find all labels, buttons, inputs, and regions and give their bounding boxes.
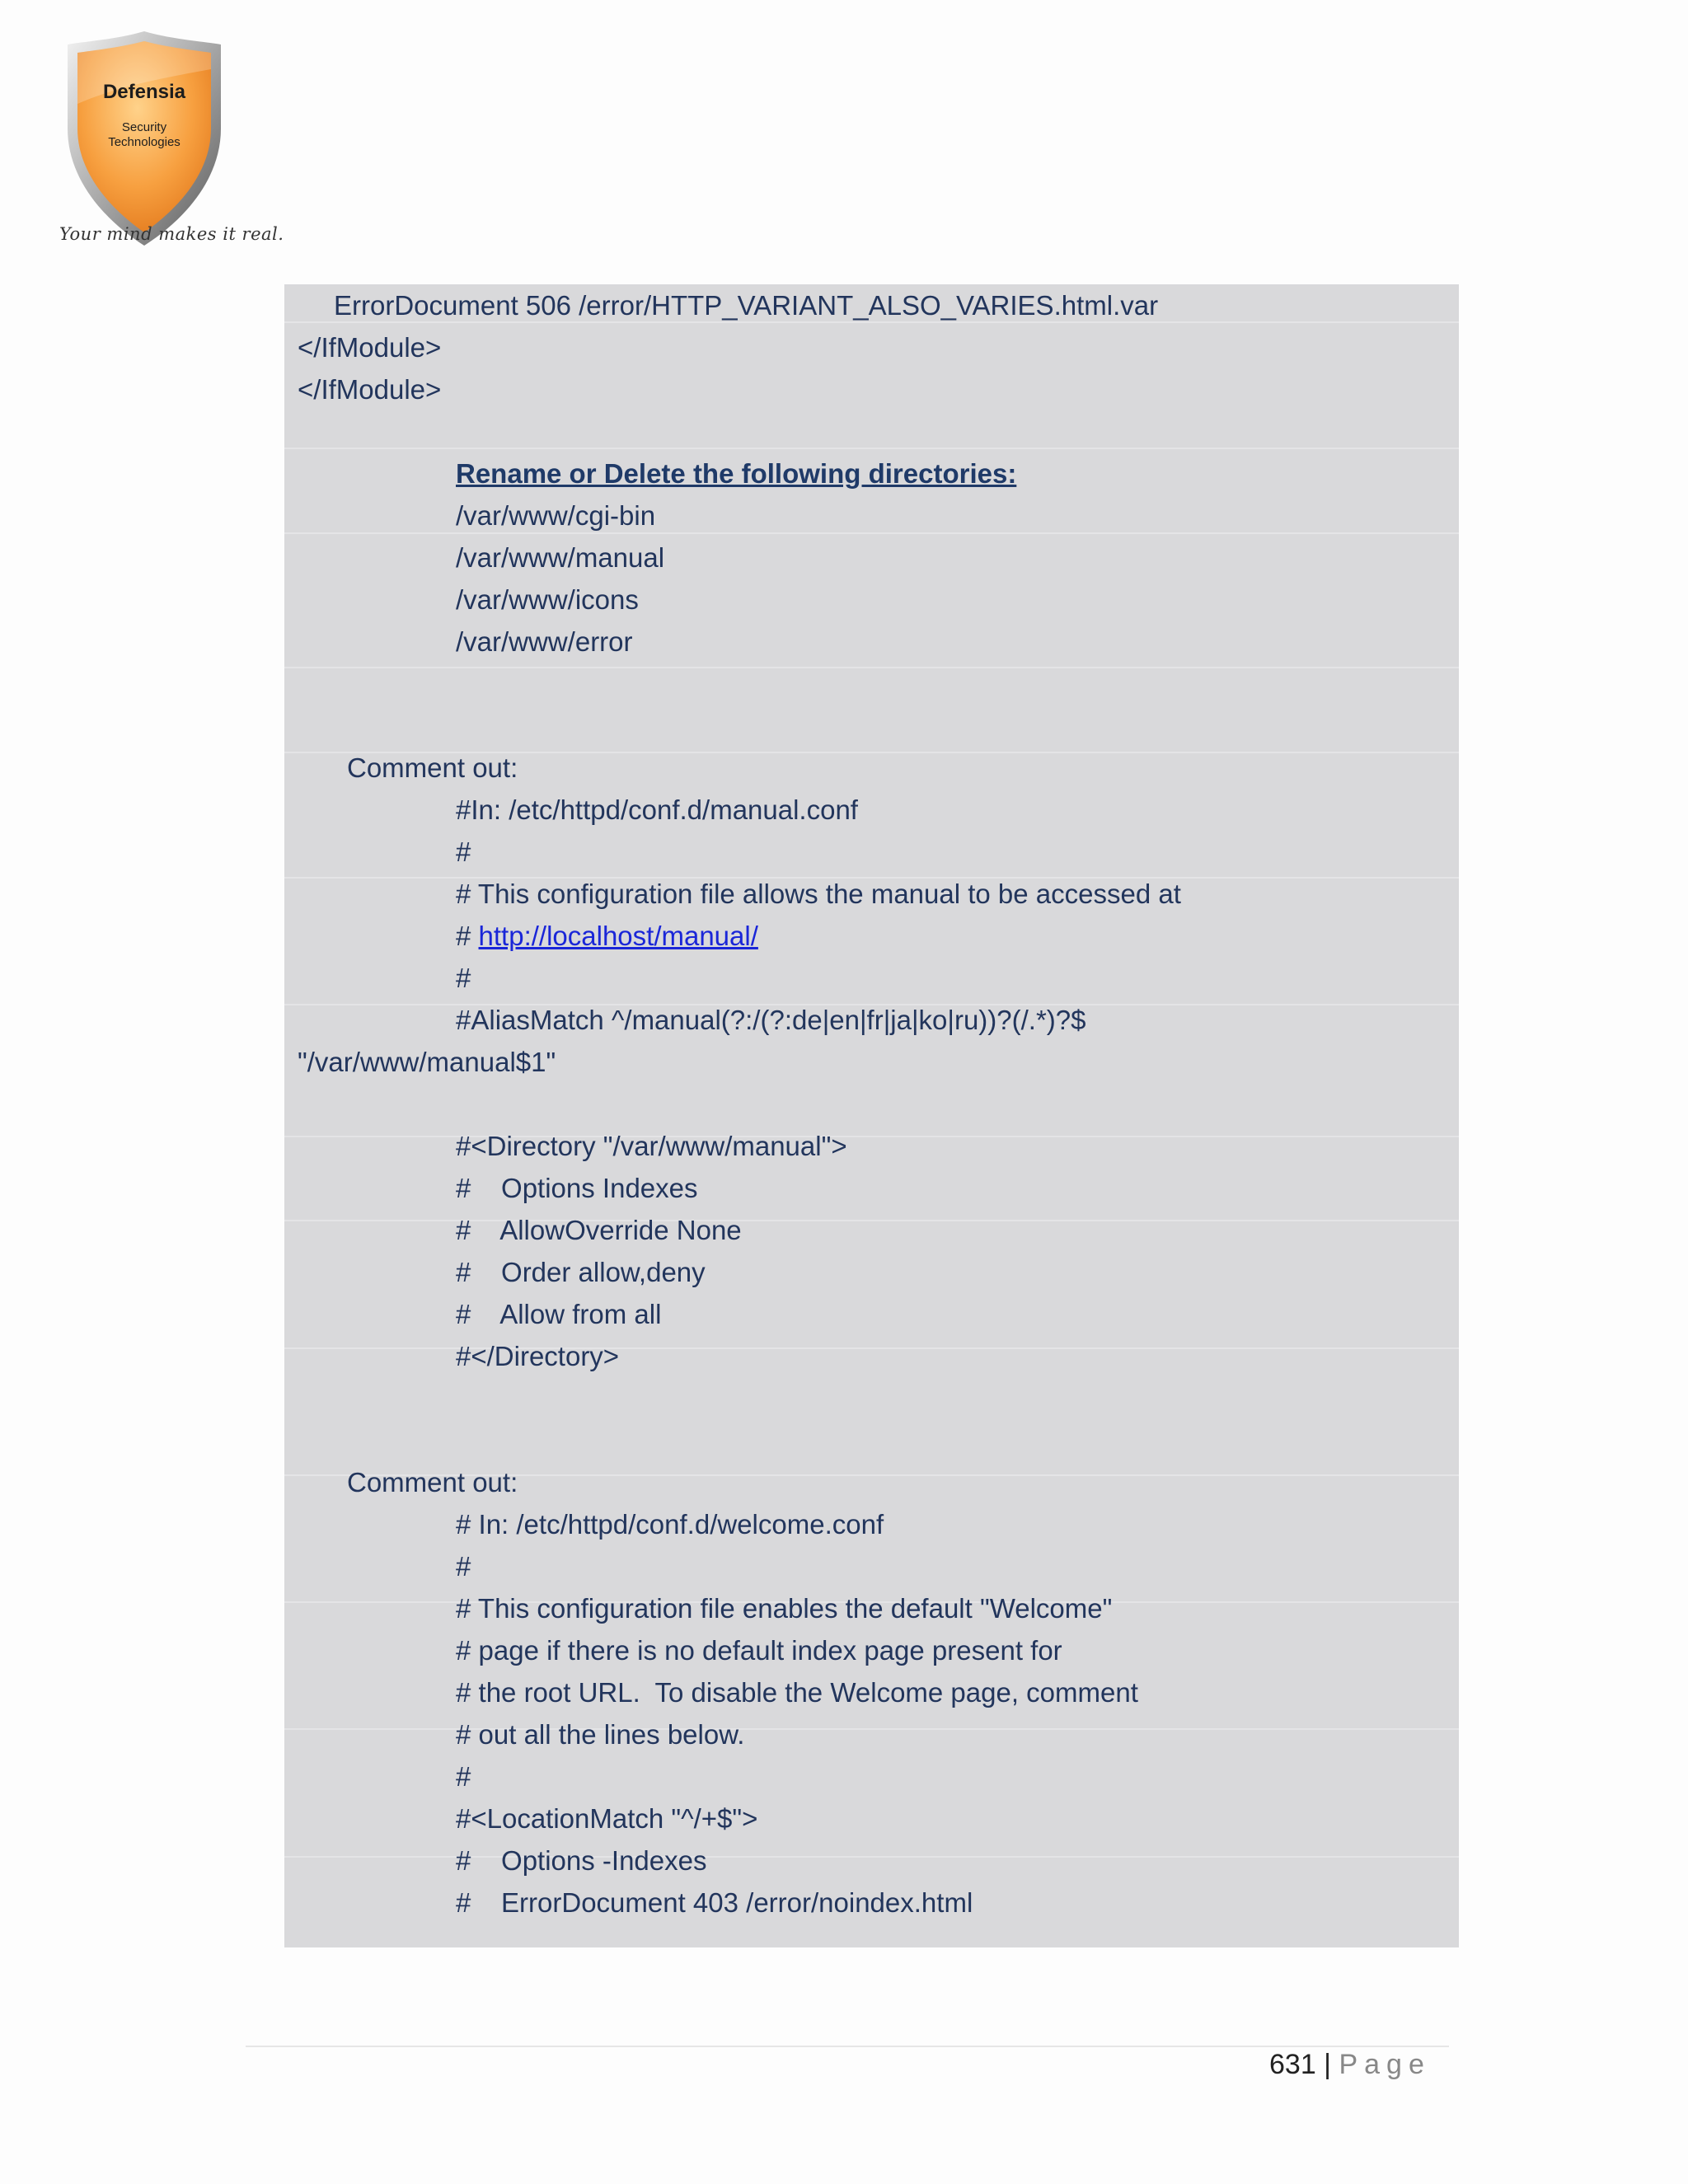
page-label: Page [1339, 2049, 1431, 2080]
code-line: # Allow from all [456, 1299, 662, 1329]
directory-item: /var/www/error [456, 626, 633, 657]
code-block [284, 284, 1459, 1947]
code-line: # [456, 1761, 471, 1792]
code-line: #In: /etc/httpd/conf.d/manual.conf [456, 794, 858, 825]
logo-tagline: Your mind makes it real. [59, 224, 284, 244]
code-line: # This configuration file enables the default "Welcome" [456, 1593, 1113, 1624]
code-line: ErrorDocument 506 /error/HTTP_VARIANT_ALSO_VARIES.html.var [334, 290, 1159, 321]
code-line: #<Directory "/var/www/manual"> [456, 1131, 847, 1161]
code-line: # Options Indexes [456, 1173, 698, 1203]
section-heading: Rename or Delete the following directories: [456, 458, 1017, 489]
code-line: # This configuration file allows the manual to be accessed at [456, 879, 1181, 909]
code-line: </IfModule> [298, 332, 442, 363]
code-line: # AllowOverride None [456, 1215, 742, 1245]
logo-subtitle-2: Technologies [108, 135, 181, 149]
code-line: #</Directory> [456, 1341, 620, 1371]
logo-subtitle-1: Security [121, 120, 167, 134]
comment-out-label: Comment out: [347, 752, 518, 783]
code-line: "/var/www/manual$1" [298, 1047, 556, 1077]
page-number: 631 [1269, 2049, 1316, 2080]
code-line: # Order allow,deny [456, 1257, 706, 1287]
directory-item: /var/www/manual [456, 542, 665, 573]
page-footer [1269, 2049, 1431, 2081]
code-line: # page if there is no default index page present for [456, 1635, 1062, 1666]
code-line: # ErrorDocument 403 /error/noindex.html [456, 1887, 973, 1918]
footer-divider [246, 2046, 1449, 2047]
code-prefix: # [456, 921, 479, 951]
comment-out-label: Comment out: [347, 1467, 518, 1497]
code-line: # In: /etc/httpd/conf.d/welcome.conf [456, 1509, 884, 1540]
logo-name: Defensia [102, 81, 186, 103]
company-logo [58, 30, 239, 252]
code-line: # the root URL. To disable the Welcome page, comment [456, 1677, 1138, 1708]
code-line: </IfModule> [298, 374, 442, 405]
directory-item: /var/www/icons [456, 584, 639, 615]
code-line: # [456, 1551, 471, 1582]
row-separator [284, 448, 1459, 449]
code-line: #<LocationMatch "^/+$"> [456, 1803, 758, 1834]
row-separator [284, 667, 1459, 668]
code-line [456, 915, 758, 958]
code-line: # [456, 837, 471, 867]
code-line: # out all the lines below. [456, 1719, 745, 1750]
code-line: #AliasMatch ^/manual(?:/(?:de|en|fr|ja|ko|ru))?(/.*)?$ [456, 1005, 1086, 1035]
code-line: # [456, 963, 471, 993]
code-line: # Options -Indexes [456, 1845, 707, 1876]
directory-item: /var/www/cgi-bin [456, 500, 656, 531]
footer-separator: | [1315, 2049, 1339, 2080]
manual-url-link[interactable]: http://localhost/manual/ [478, 921, 758, 951]
